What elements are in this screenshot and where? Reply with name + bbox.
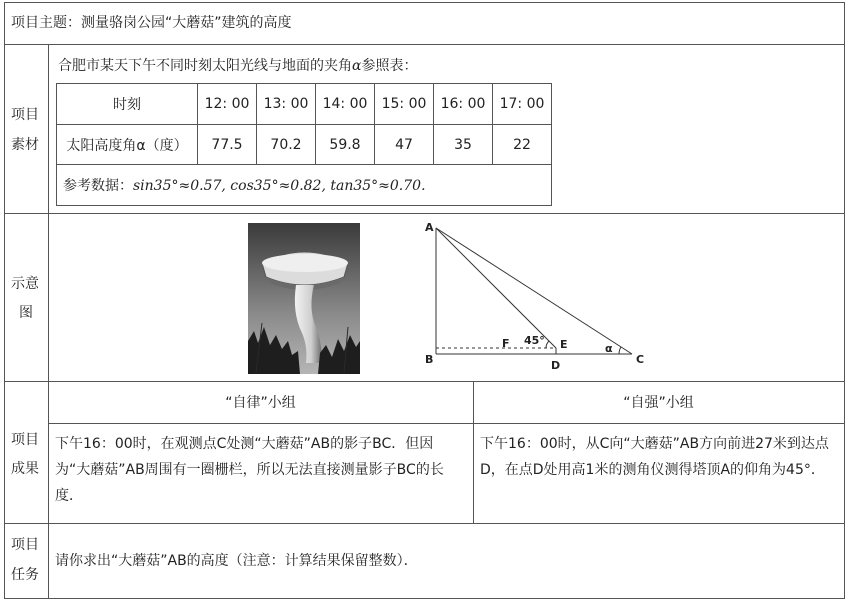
time-cell: 12: 00 — [198, 84, 257, 125]
mushroom-building-photo — [248, 223, 360, 374]
material-intro-text: 合肥市某天下午不同时刻太阳光线与地面的夹角 — [58, 58, 352, 74]
header-cell: 时刻 — [57, 84, 198, 125]
group1-title: “自律”小组 — [225, 395, 296, 411]
angle-cell: 70.2 — [257, 125, 316, 165]
task-label-line2: 任务 — [11, 567, 39, 583]
point-label-c: C — [636, 353, 645, 366]
table-row — [57, 165, 552, 206]
outer-border-bottom — [4, 598, 845, 599]
reference-data-cell — [57, 165, 552, 206]
point-label-d: D — [551, 359, 561, 372]
time-cell: 14: 00 — [316, 84, 375, 125]
group2-title: “自强”小组 — [623, 395, 694, 411]
time-cell: 17: 00 — [493, 84, 552, 125]
angle-cell: 35 — [434, 125, 493, 165]
row-divider — [48, 423, 845, 424]
group1-text: 下午16：00时，在观测点C处测“大蘑菇”AB的影子BC．但因为“大蘑菇”AB周围有一圈栅栏，所以无法直接测量影子BC的长度． — [55, 436, 444, 504]
outer-border-right — [844, 2, 845, 599]
material-intro-suffix: 参照表： — [361, 58, 418, 74]
time-cell: 15: 00 — [375, 84, 434, 125]
geometry-diagram — [420, 218, 650, 374]
point-label-f: F — [502, 337, 510, 350]
table-row — [57, 125, 552, 165]
point-label-e: E — [560, 338, 568, 351]
sun-angle-table — [56, 83, 552, 206]
task-label-line1: 项目 — [11, 537, 39, 553]
material-label-line2: 素材 — [11, 137, 39, 153]
point-label-a: A — [425, 221, 434, 234]
angle-alpha-arc — [619, 347, 621, 354]
results-label-line2: 成果 — [11, 461, 39, 477]
angle-45-label: 45° — [524, 334, 545, 347]
reference-prefix: 参考数据： — [63, 178, 133, 194]
angle-cell: 59.8 — [316, 125, 375, 165]
reference-values: sin35°≈0.57, cos35°≈0.82, tan35°≈0.70. — [133, 178, 426, 194]
group2-text: 下午16：00时，从C向“大蘑菇”AB方向前进27米到达点D，在点D处用高1米的测角仪测得塔顶A的仰角为45°． — [480, 436, 829, 478]
row-divider — [4, 213, 845, 214]
row-divider — [4, 523, 845, 524]
angle-alpha-label: α — [605, 342, 613, 355]
time-cell: 13: 00 — [257, 84, 316, 125]
results-label-line1: 项目 — [11, 432, 39, 448]
material-label-line1: 项目 — [11, 107, 39, 123]
time-cell: 16: 00 — [434, 84, 493, 125]
column-divider — [48, 44, 49, 599]
point-label-b: B — [425, 353, 434, 366]
angle-cell: 47 — [375, 125, 434, 165]
diagram-label-line2: 图 — [19, 305, 33, 321]
material-intro-alpha: α — [352, 58, 362, 74]
outer-border-left — [4, 2, 5, 599]
diagram-label-line1: 示意 — [11, 276, 39, 292]
angle-cell: 22 — [493, 125, 552, 165]
row-divider — [4, 44, 845, 45]
angle-label-cell: 太阳高度角α（度） — [57, 125, 198, 165]
angle-cell: 77.5 — [198, 125, 257, 165]
row-divider — [4, 381, 845, 382]
material-intro — [58, 59, 417, 73]
segment-ae — [436, 228, 556, 348]
task-text: 请你求出“大蘑菇”AB的高度（注意：计算结果保留整数）． — [55, 553, 418, 569]
project-theme: 项目主题：测量骆岗公园“大蘑菇”建筑的高度 — [11, 15, 292, 31]
table-row — [57, 84, 552, 125]
outer-border-top — [4, 2, 845, 3]
angle-45-arc — [546, 341, 549, 348]
